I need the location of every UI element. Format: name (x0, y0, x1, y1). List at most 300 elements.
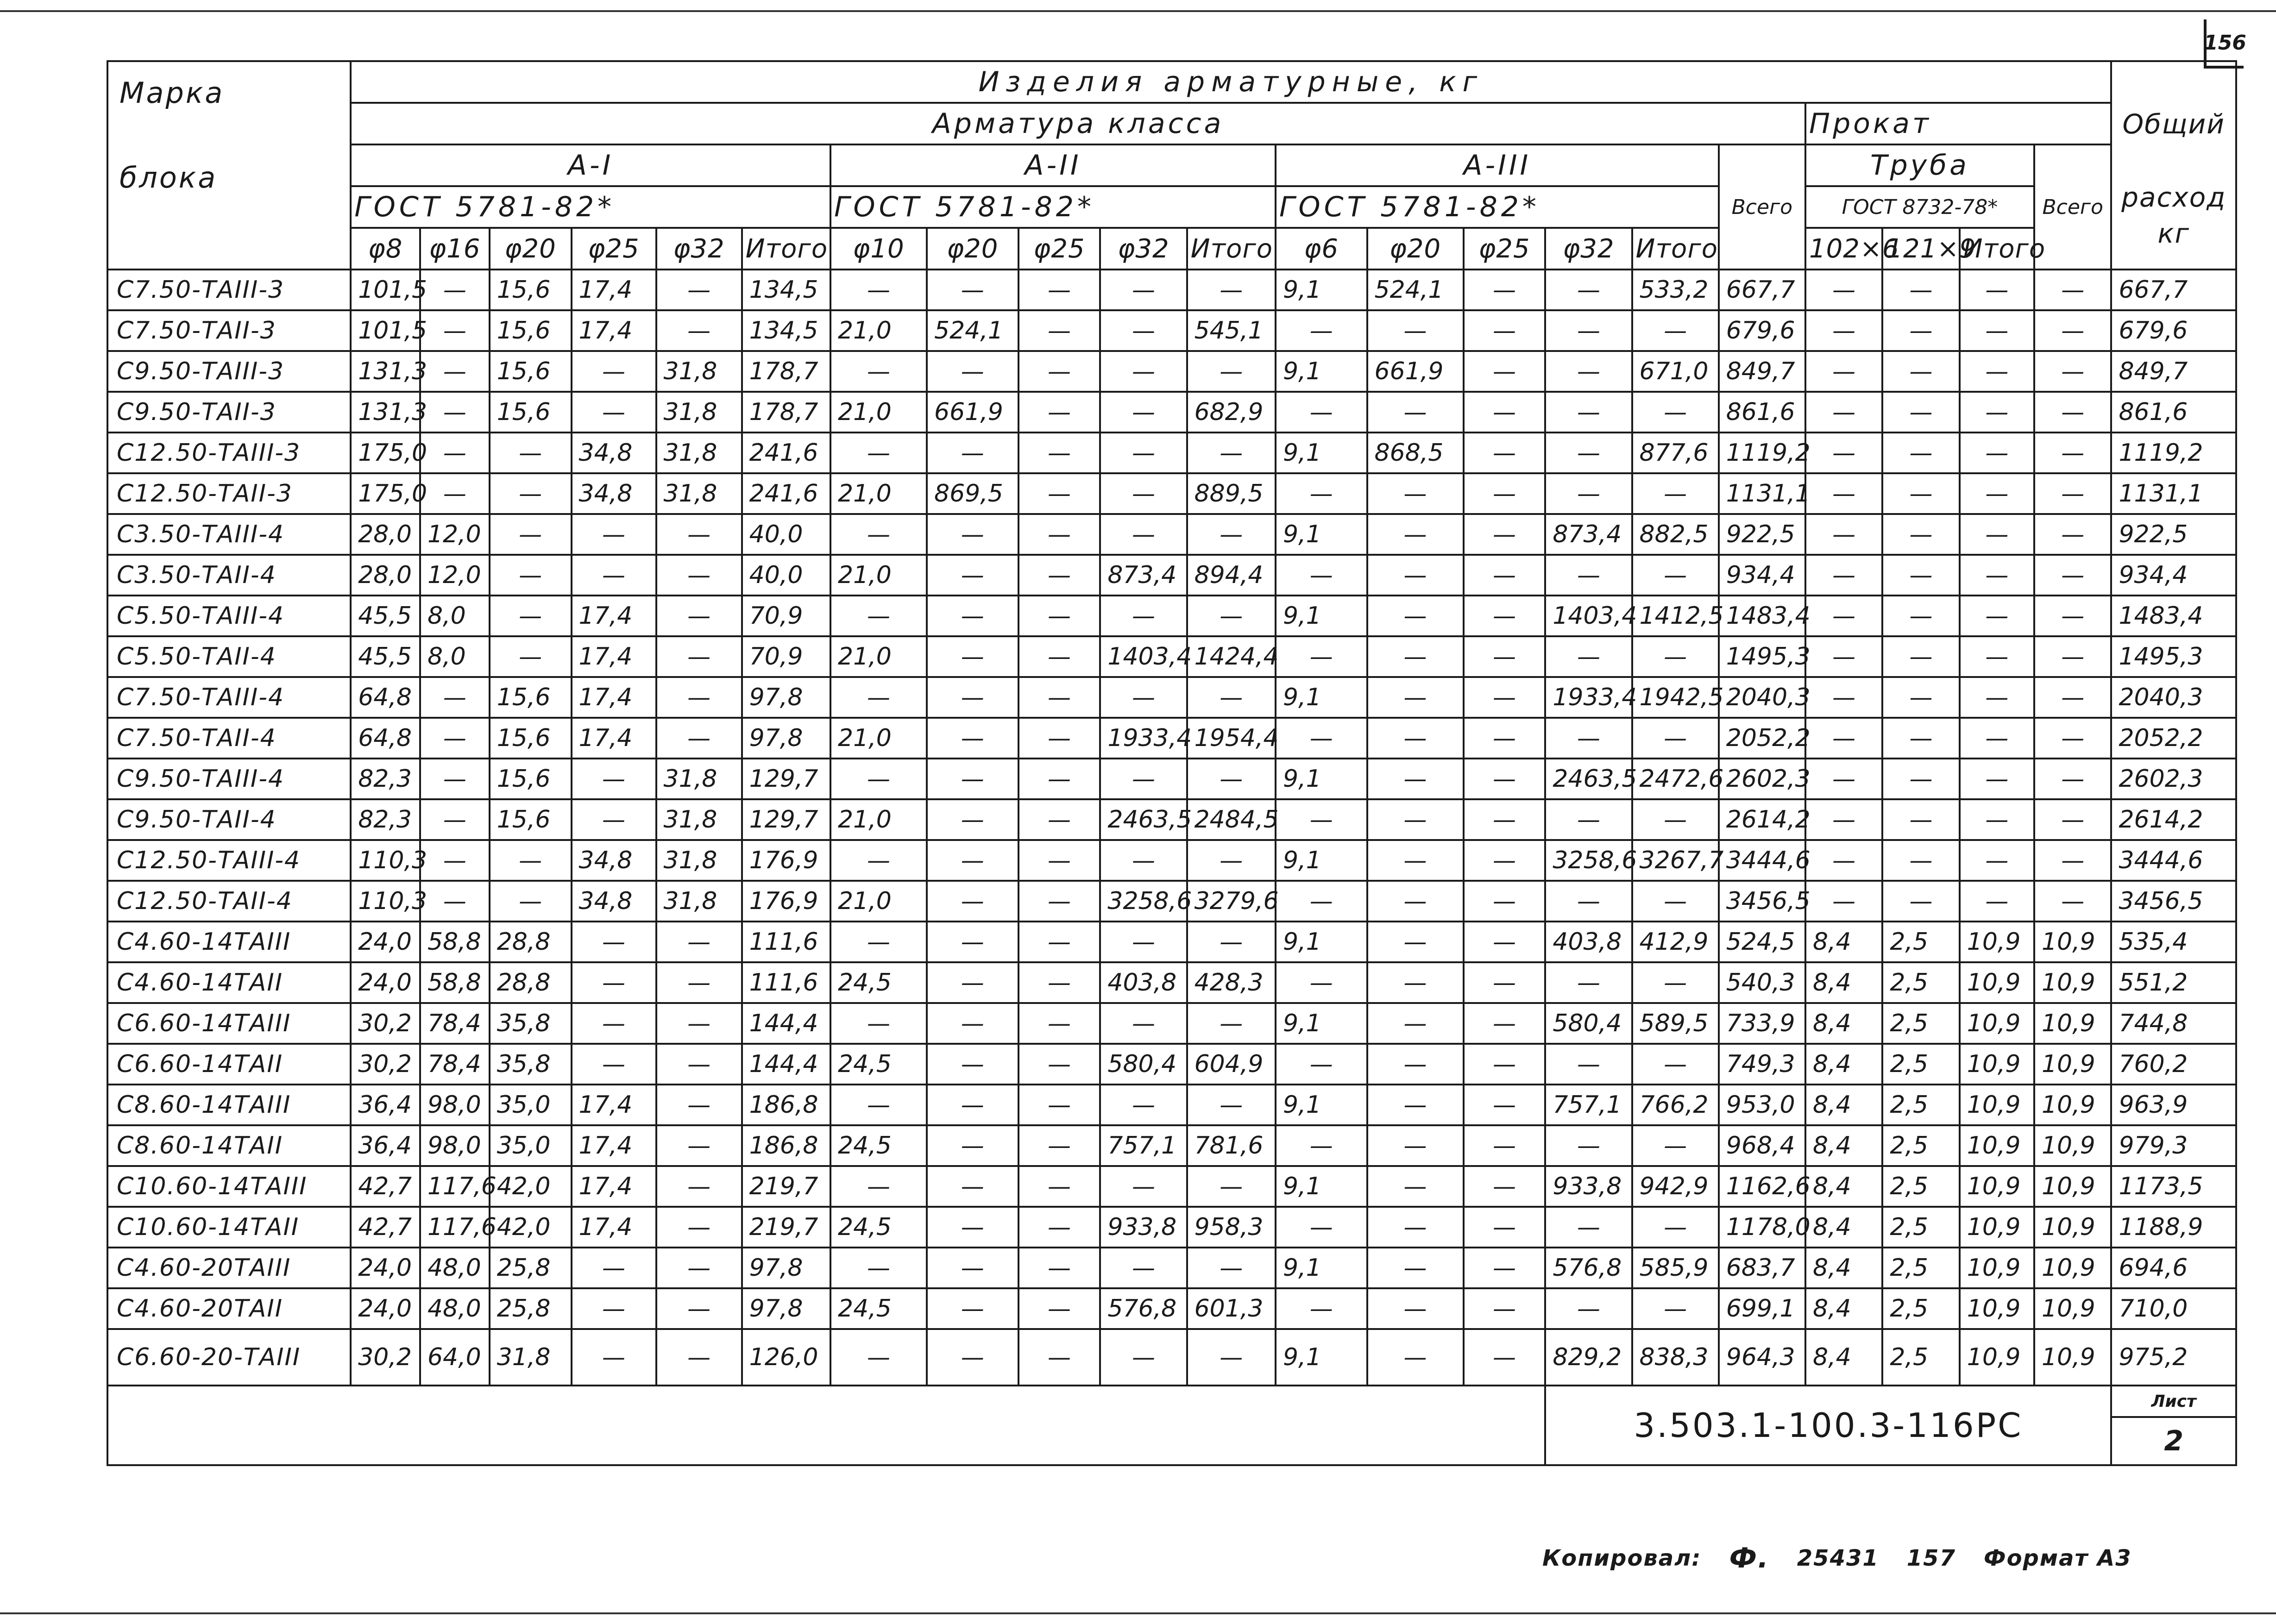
table-cell: — (1960, 473, 2034, 514)
table-cell: — (1367, 1166, 1464, 1207)
table-cell: — (1545, 310, 1632, 351)
table-cell: 524,5 (1719, 922, 1805, 962)
table-cell: — (656, 636, 742, 677)
table-cell: — (1100, 922, 1187, 962)
size-header: φ16 (420, 228, 490, 270)
table-cell: — (927, 433, 1019, 473)
table-cell: — (927, 840, 1019, 881)
table-cell: 129,7 (742, 759, 830, 799)
block-mark: С12.50-ТАII-4 (107, 881, 351, 922)
size-header: Итого (1960, 228, 2034, 270)
table-cell: — (1367, 881, 1464, 922)
table-cell: — (830, 1248, 927, 1288)
size-header: φ10 (830, 228, 927, 270)
table-cell: — (1464, 270, 1546, 310)
table-cell: 178,7 (742, 351, 830, 392)
table-cell: — (927, 1125, 1019, 1166)
table-cell: 9,1 (1276, 1166, 1367, 1207)
table-cell: 42,0 (490, 1166, 572, 1207)
table-cell: 682,9 (1187, 392, 1276, 433)
table-cell: 1188,9 (2111, 1207, 2236, 1248)
table-cell: 24,0 (351, 922, 420, 962)
table-cell: 1403,4 (1100, 636, 1187, 677)
total-header-line1: Общий (2122, 108, 2225, 140)
table-cell: 1933,4 (1545, 677, 1632, 718)
table-cell: — (1019, 1329, 1100, 1386)
table-cell: 922,5 (1719, 514, 1805, 555)
table-cell: — (1464, 1329, 1546, 1386)
table-cell: 21,0 (830, 881, 927, 922)
table-cell: 829,2 (1545, 1329, 1632, 1386)
table-cell: — (490, 881, 572, 922)
table-cell: — (927, 677, 1019, 718)
table-cell: 3258,6 (1100, 881, 1187, 922)
table-cell: 2,5 (1882, 1003, 1959, 1044)
table-cell: 110,3 (351, 840, 420, 881)
table-cell: — (420, 433, 490, 473)
table-cell: 30,2 (351, 1044, 420, 1085)
table-cell: — (572, 514, 656, 555)
table-cell: — (1805, 677, 1882, 718)
table-cell: — (1545, 392, 1632, 433)
table-cell: 98,0 (420, 1085, 490, 1125)
table-cell: 10,9 (1960, 1207, 2034, 1248)
size-header: φ6 (1276, 228, 1367, 270)
table-cell: 1178,0 (1719, 1207, 1805, 1248)
document-code: 3.503.1-100.3-116РС (1545, 1386, 2111, 1465)
table-cell: 733,9 (1719, 1003, 1805, 1044)
table-cell: 942,9 (1632, 1166, 1719, 1207)
table-cell: — (1805, 433, 1882, 473)
block-mark: С7.50-ТАIII-3 (107, 270, 351, 310)
table-cell: — (490, 555, 572, 596)
table-cell: 1173,5 (2111, 1166, 2236, 1207)
table-cell: — (1367, 1125, 1464, 1166)
table-cell: 1495,3 (1719, 636, 1805, 677)
table-cell: 1483,4 (1719, 596, 1805, 636)
table-cell: — (1464, 718, 1546, 759)
table-cell: — (572, 1044, 656, 1085)
table-cell: 2,5 (1882, 1329, 1959, 1386)
table-cell: — (1805, 799, 1882, 840)
table-cell: 15,6 (490, 677, 572, 718)
table-cell: — (830, 1329, 927, 1386)
table-cell: 21,0 (830, 310, 927, 351)
table-cell: — (1019, 1207, 1100, 1248)
table-cell: 953,0 (1719, 1085, 1805, 1125)
table-cell: — (1019, 759, 1100, 799)
table-cell: — (1805, 636, 1882, 677)
table-cell: 10,9 (1960, 962, 2034, 1003)
table-cell: — (2034, 555, 2112, 596)
table-cell: — (1019, 351, 1100, 392)
table-cell: 2,5 (1882, 1248, 1959, 1288)
table-cell: 766,2 (1632, 1085, 1719, 1125)
table-row (107, 759, 2236, 799)
table-cell: 78,4 (420, 1044, 490, 1085)
table-cell: — (1100, 514, 1187, 555)
table-cell: — (572, 1248, 656, 1288)
table-cell: 2614,2 (1719, 799, 1805, 840)
table-cell: 9,1 (1276, 840, 1367, 881)
table-cell: — (927, 270, 1019, 310)
table-cell: 9,1 (1276, 1085, 1367, 1125)
table-cell: 35,8 (490, 1044, 572, 1085)
table-cell: 781,6 (1187, 1125, 1276, 1166)
table-cell: — (1632, 473, 1719, 514)
table-cell: 34,8 (572, 433, 656, 473)
table-cell: — (1100, 1166, 1187, 1207)
table-cell: — (572, 759, 656, 799)
table-cell: — (572, 1003, 656, 1044)
table-cell: 17,4 (572, 677, 656, 718)
table-cell: — (1019, 799, 1100, 840)
table-cell: 117,6 (420, 1166, 490, 1207)
table-cell: — (830, 759, 927, 799)
table-cell: — (1960, 840, 2034, 881)
table-cell: 10,9 (2034, 1248, 2112, 1288)
size-header: φ20 (490, 228, 572, 270)
table-cell: — (1545, 962, 1632, 1003)
table-cell: 671,0 (1632, 351, 1719, 392)
table-cell: 98,0 (420, 1125, 490, 1166)
table-cell: 2463,5 (1100, 799, 1187, 840)
table-row (107, 718, 2236, 759)
table-cell: — (927, 1003, 1019, 1044)
table-cell: — (1187, 1248, 1276, 1288)
table-cell: — (572, 392, 656, 433)
table-cell: — (1100, 1329, 1187, 1386)
table-cell: — (1545, 1044, 1632, 1085)
table-cell: 873,4 (1545, 514, 1632, 555)
table-cell: 667,7 (2111, 270, 2236, 310)
table-cell: — (572, 555, 656, 596)
table-cell: — (572, 1329, 656, 1386)
table-cell: — (1632, 636, 1719, 677)
table-cell: — (1019, 636, 1100, 677)
footer-blank (107, 1386, 1545, 1465)
bottom-edge-line (0, 1612, 2276, 1614)
table-cell: — (1464, 392, 1546, 433)
table-cell: 601,3 (1187, 1288, 1276, 1329)
table-cell: — (1100, 759, 1187, 799)
table-cell: 8,4 (1805, 1044, 1882, 1085)
table-cell: — (1545, 636, 1632, 677)
table-cell: 219,7 (742, 1207, 830, 1248)
table-cell: — (1464, 514, 1546, 555)
table-cell: 757,1 (1100, 1125, 1187, 1166)
table-cell: 576,8 (1545, 1248, 1632, 1288)
table-cell: — (1545, 433, 1632, 473)
gost-a1: ГОСТ 5781-82* (351, 186, 830, 228)
table-cell: — (1632, 555, 1719, 596)
grade-pipe: Труба (1805, 144, 2034, 186)
table-cell: 30,2 (351, 1329, 420, 1386)
table-cell: 869,5 (927, 473, 1019, 514)
table-cell: — (1882, 596, 1959, 636)
table-cell: 28,8 (490, 922, 572, 962)
table-cell: — (1882, 270, 1959, 310)
table-cell: 2040,3 (2111, 677, 2236, 718)
table-cell: 110,3 (351, 881, 420, 922)
table-cell: — (927, 514, 1019, 555)
table-cell: 24,5 (830, 1044, 927, 1085)
table-cell: 97,8 (742, 1248, 830, 1288)
table-cell: — (1100, 677, 1187, 718)
table-cell: — (927, 962, 1019, 1003)
table-cell: — (656, 1125, 742, 1166)
copier-signature: Ф. (1729, 1542, 1769, 1574)
table-cell: 64,8 (351, 718, 420, 759)
table-cell: — (1019, 1003, 1100, 1044)
vsego-pipe-header: Всего (2034, 144, 2112, 270)
table-cell: 111,6 (742, 922, 830, 962)
table-row (107, 1003, 2236, 1044)
table-cell: 2040,3 (1719, 677, 1805, 718)
block-mark: С5.50-ТАII-4 (107, 636, 351, 677)
table-cell: — (927, 1207, 1019, 1248)
table-cell: 661,9 (927, 392, 1019, 433)
table-cell: 585,9 (1632, 1248, 1719, 1288)
table-cell: — (830, 1085, 927, 1125)
table-cell: 3279,6 (1187, 881, 1276, 922)
table-cell: 861,6 (2111, 392, 2236, 433)
table-cell: 175,0 (351, 473, 420, 514)
table-cell: 15,6 (490, 310, 572, 351)
table-cell: 117,6 (420, 1207, 490, 1248)
table-cell: — (1019, 1044, 1100, 1085)
table-cell: — (1464, 473, 1546, 514)
table-cell: — (1187, 514, 1276, 555)
table-body (107, 270, 2236, 1386)
table-cell: — (927, 1085, 1019, 1125)
table-cell: — (420, 351, 490, 392)
table-cell: 535,4 (2111, 922, 2236, 962)
table-cell: 889,5 (1187, 473, 1276, 514)
gost-a2: ГОСТ 5781-82* (830, 186, 1276, 228)
table-cell: 36,4 (351, 1085, 420, 1125)
table-cell: — (1276, 473, 1367, 514)
table-cell: 28,0 (351, 514, 420, 555)
block-mark: С12.50-ТАIII-3 (107, 433, 351, 473)
table-cell: 144,4 (742, 1003, 830, 1044)
table-cell: 10,9 (2034, 1207, 2112, 1248)
table-cell: — (1100, 1085, 1187, 1125)
table-cell: 134,5 (742, 270, 830, 310)
table-cell: — (1276, 881, 1367, 922)
table-row (107, 310, 2236, 351)
block-mark: С7.50-ТАIII-4 (107, 677, 351, 718)
table-cell: 42,0 (490, 1207, 572, 1248)
table-cell: 849,7 (2111, 351, 2236, 392)
table-row (107, 677, 2236, 718)
block-mark: С6.60-20-ТАIII (107, 1329, 351, 1386)
table-cell: — (1960, 677, 2034, 718)
table-cell: 2472,6 (1632, 759, 1719, 799)
table-cell: — (1632, 962, 1719, 1003)
table-cell: 749,3 (1719, 1044, 1805, 1085)
table-cell: — (1100, 351, 1187, 392)
table-cell: 2,5 (1882, 1288, 1959, 1329)
gost-a3: ГОСТ 5781-82* (1276, 186, 1719, 228)
table-cell: 58,8 (420, 922, 490, 962)
table-cell: — (830, 677, 927, 718)
table-cell: — (1960, 799, 2034, 840)
table-cell: — (420, 473, 490, 514)
grade-a3: А-III (1276, 144, 1719, 186)
table-cell: 580,4 (1100, 1044, 1187, 1085)
table-cell: 2484,5 (1187, 799, 1276, 840)
table-cell: 45,5 (351, 636, 420, 677)
table-cell: 873,4 (1100, 555, 1187, 596)
table-cell: 8,0 (420, 596, 490, 636)
table-cell: 25,8 (490, 1288, 572, 1329)
table-cell: 3456,5 (1719, 881, 1805, 922)
table-cell: 1131,1 (1719, 473, 1805, 514)
table-row (107, 881, 2236, 922)
table-cell: 24,0 (351, 1288, 420, 1329)
table-cell: — (1019, 840, 1100, 881)
table-cell: — (1019, 1248, 1100, 1288)
table-cell: — (572, 799, 656, 840)
table-cell: 101,5 (351, 310, 420, 351)
table-cell: — (1805, 270, 1882, 310)
table-cell: 679,6 (2111, 310, 2236, 351)
table-cell: 964,3 (1719, 1329, 1805, 1386)
table-cell: — (927, 351, 1019, 392)
table-cell: 551,2 (2111, 962, 2236, 1003)
table-cell: — (2034, 433, 2112, 473)
table-cell: 10,9 (2034, 1288, 2112, 1329)
table-cell: — (1464, 922, 1546, 962)
table-cell: 922,5 (2111, 514, 2236, 555)
table-cell: 958,3 (1187, 1207, 1276, 1248)
table-cell: — (1019, 1166, 1100, 1207)
table-cell: — (1882, 555, 1959, 596)
size-header: φ25 (1464, 228, 1546, 270)
table-cell: — (2034, 514, 2112, 555)
table-cell: — (1187, 759, 1276, 799)
table-cell: 2602,3 (1719, 759, 1805, 799)
table-cell: — (1019, 1288, 1100, 1329)
table-cell: — (1464, 962, 1546, 1003)
table-cell: — (1805, 881, 1882, 922)
table-cell: — (1545, 1125, 1632, 1166)
total-header-line3: кг (2157, 218, 2190, 249)
table-cell: 12,0 (420, 514, 490, 555)
table-cell: — (1276, 1044, 1367, 1085)
table-cell: — (1632, 799, 1719, 840)
table-cell: 8,4 (1805, 922, 1882, 962)
table-cell: — (1187, 1003, 1276, 1044)
table-cell: 31,8 (656, 351, 742, 392)
table-cell: 524,1 (927, 310, 1019, 351)
table-cell: — (1464, 1207, 1546, 1248)
table-cell: — (1100, 433, 1187, 473)
table-cell: 15,6 (490, 392, 572, 433)
table-cell: 31,8 (490, 1329, 572, 1386)
table-cell: 968,4 (1719, 1125, 1805, 1166)
table-cell: — (656, 1329, 742, 1386)
table-cell: — (420, 799, 490, 840)
table-cell: — (420, 270, 490, 310)
copied-label: Копировал: (1542, 1545, 1702, 1571)
table-cell: — (1019, 1085, 1100, 1125)
size-header: φ25 (572, 228, 656, 270)
table-cell: 2,5 (1882, 1207, 1959, 1248)
table-cell: 10,9 (2034, 1329, 2112, 1386)
table-cell: — (1100, 392, 1187, 433)
table-cell: — (1464, 596, 1546, 636)
table-cell: 17,4 (572, 270, 656, 310)
table-cell: — (1367, 636, 1464, 677)
table-cell: — (927, 799, 1019, 840)
table-cell: 2463,5 (1545, 759, 1632, 799)
table-cell: — (1276, 962, 1367, 1003)
table-cell: — (1187, 1085, 1276, 1125)
table-cell: — (1464, 555, 1546, 596)
table-cell: 661,9 (1367, 351, 1464, 392)
table-cell: 15,6 (490, 270, 572, 310)
table-cell: 97,8 (742, 677, 830, 718)
table-cell: 1119,2 (2111, 433, 2236, 473)
table-cell: 82,3 (351, 759, 420, 799)
table-cell: 1483,4 (2111, 596, 2236, 636)
table-row (107, 636, 2236, 677)
table-cell: — (927, 596, 1019, 636)
table-cell: 101,5 (351, 270, 420, 310)
table-cell: 21,0 (830, 718, 927, 759)
table-cell: 64,0 (420, 1329, 490, 1386)
table-row (107, 596, 2236, 636)
block-mark: С9.50-ТАII-4 (107, 799, 351, 840)
table-cell: 97,8 (742, 718, 830, 759)
size-header: φ32 (1100, 228, 1187, 270)
table-cell: — (927, 1329, 1019, 1386)
table-cell: 34,8 (572, 881, 656, 922)
table-cell: — (572, 962, 656, 1003)
table-cell: — (1187, 922, 1276, 962)
table-cell: 710,0 (2111, 1288, 2236, 1329)
table-cell: 934,4 (1719, 555, 1805, 596)
table-cell: 1412,5 (1632, 596, 1719, 636)
table-cell: 176,9 (742, 881, 830, 922)
table-cell: 17,4 (572, 1085, 656, 1125)
table-cell: — (1367, 1248, 1464, 1288)
table-cell: — (1464, 1248, 1546, 1288)
table-cell: 21,0 (830, 473, 927, 514)
table-cell: — (1805, 759, 1882, 799)
table-cell: — (1632, 1044, 1719, 1085)
rebar-class-header: Арматура класса (351, 103, 1805, 144)
table-cell: 1954,4 (1187, 718, 1276, 759)
table-cell: — (927, 718, 1019, 759)
table-cell: — (2034, 881, 2112, 922)
table-cell: 10,9 (2034, 922, 2112, 962)
table-cell: — (656, 1003, 742, 1044)
table-cell: — (1882, 881, 1959, 922)
table-cell: — (1019, 596, 1100, 636)
table-cell: — (1100, 1248, 1187, 1288)
block-mark: С8.60-14ТАII (107, 1125, 351, 1166)
table-cell: — (1019, 1125, 1100, 1166)
table-cell: 2,5 (1882, 922, 1959, 962)
block-mark: С6.60-14ТАII (107, 1044, 351, 1085)
table-cell: 42,7 (351, 1166, 420, 1207)
table-cell: 10,9 (1960, 1166, 2034, 1207)
table-cell: — (2034, 636, 2112, 677)
table-cell: — (1464, 351, 1546, 392)
